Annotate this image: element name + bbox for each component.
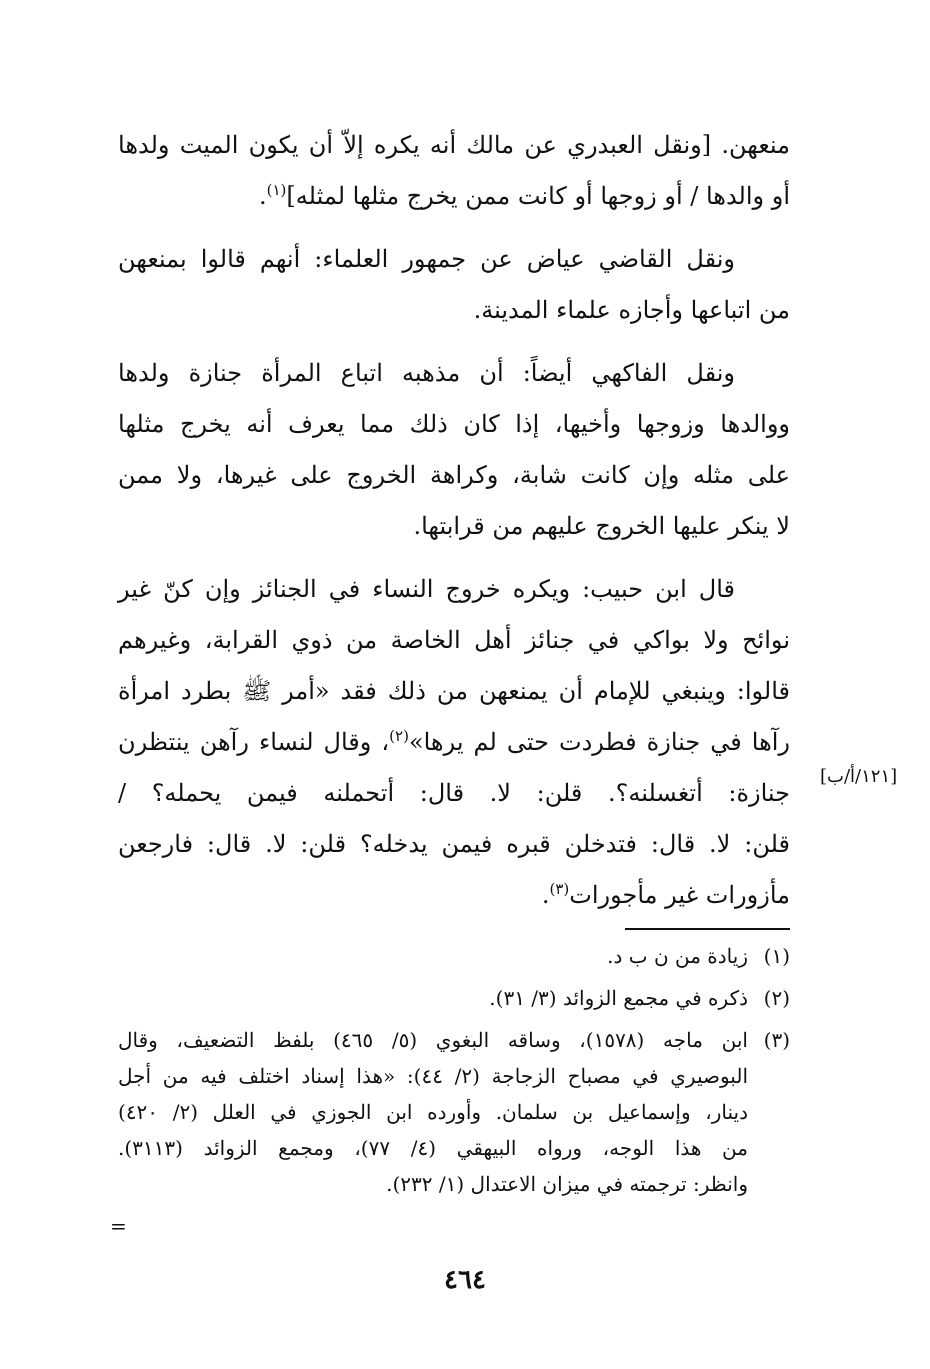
main-text [118,120,790,933]
paragraph-4 [118,564,790,921]
footnote-ref-2: (٢) [389,727,409,745]
footnote-ref-1: (١) [266,181,287,199]
footnote-line: من هذا الوجه، ورواه البيهقي (٤/ ٧٧)، ومجمع الزوائد (٣١١٣). [118,1136,748,1160]
footnote-2 [118,980,790,1016]
page-number: ٤٦٤ [444,1265,486,1295]
paragraph-2 [118,234,790,336]
text-line-content: رآها في جنازة فطردت حتى لم يرها» [408,728,791,756]
text-line: نوائح ولا بواكي في جنائز أهل الخاصة من ذوي القرابة، وغيرهم [118,626,790,654]
continuation-mark: = [110,1214,127,1238]
paragraph-3 [118,348,790,552]
text-line: من اتباعها وأجازه علماء المدينة. [473,296,790,324]
footnote-text [118,980,748,1016]
text-line: لا ينكر عليها الخروج عليهم من قرابتها. [413,512,790,540]
text-line: أو والدها / أو زوجها أو كانت ممن يخرج مثلها لمثله]$^{(١)}$. [258,181,790,210]
text-line: قلن: لا. قال: فتدخلن قبره فيمن يدخله؟ قلن: لا. قال: فارجعن [118,830,790,858]
footnote-line: دينار، وإسماعيل بن سلمان. وأورده ابن الجوزي في العلل (٢/ ٤٢٠) [118,1100,748,1124]
text-line: ونقل القاضي عياض عن جمهور العلماء: أنهم قالوا بمنعهن [118,245,735,273]
text-line: قالوا: وينبغي للإمام أن يمنعهن من ذلك فقد «أمر ﷺ بطرد امرأة [118,677,790,705]
text-line: ونقل الفاكهي أيضاً: أن مذهبه اتباع المرأة جنازة ولدها [118,359,735,387]
footnote-number: (٢) [763,986,790,1010]
footnote-number: (١) [763,944,790,968]
footnote-separator [625,928,790,930]
footnotes [118,938,790,1208]
footnote-line: البوصيري في مصباح الزجاجة (٢/ ٤٤): «هذا إسناد اختلف فيه من أجل [118,1064,748,1088]
footnote-line: وانظر: ترجمته في ميزان الاعتدال (١/ ٢٣٢). [386,1172,748,1196]
footnote-1 [118,938,790,974]
text-line: مأزورات غير مأجورات$^{(٣)}$. [541,880,790,909]
text-line: منعهن. [ونقل العبدري عن مالك أنه يكره إلاّ أن يكون الميت ولدها [118,131,790,159]
footnote-text [118,1022,748,1202]
paragraph-1 [118,120,790,222]
footnote-3 [118,1022,790,1202]
text-line: على مثله وإن كانت شابة، وكراهة الخروج على غيرها، ولا ممن [118,461,790,489]
text-line-content: ، وقال لنساء رآهن ينتظرن [118,728,390,756]
text-line-content: مأزورات غير مأجورات [569,881,790,909]
text-line: جنازة: أتغسلنه؟. قلن: لا. قال: أتحملنه فيمن يحمله؟ / [118,779,790,807]
footnote-text [118,938,748,974]
text-line: ووالدها وزوجها وأخيها، إذا كان ذلك مما يعرف أنه يخرج مثلها [118,410,790,438]
text-line: قال ابن حبيب: ويكره خروج النساء في الجنائز وإن كنّ غير [118,575,735,603]
footnote-number: (٣) [763,1028,790,1052]
text-line-content: أو والدها / أو زوجها أو كانت ممن يخرج مثلها لمثله] [286,182,790,210]
footnote-ref-3: (٣) [549,880,570,898]
footnote-line: زيادة من ن ب د. [607,944,748,968]
text-line [118,717,790,768]
footnote-line: ذكره في مجمع الزوائد (٣/ ٣١). [489,986,748,1010]
footnote-line: ابن ماجه (١٥٧٨)، وساقه البغوي (٥/ ٤٦٥) بلفظ التضعيف، وقال [118,1028,748,1052]
manuscript-folio-reference: [١٢١/أ/ب] [820,766,898,787]
